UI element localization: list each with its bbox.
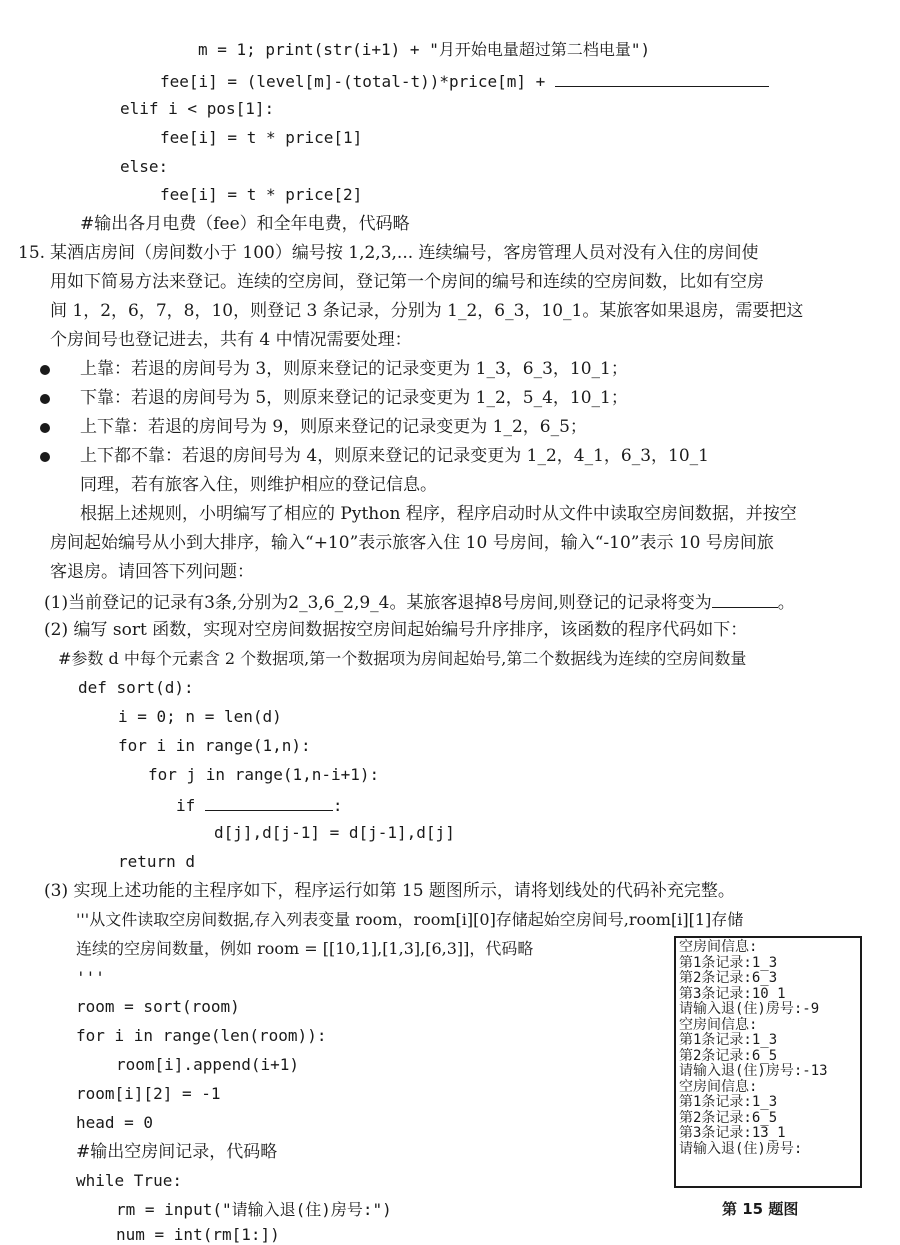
console-line: 请输入退(住)房号:-13 [679,1063,828,1079]
console-line: 第1条记录:1_3 [679,1032,778,1048]
question-text: 某酒店房间（房间数小于 100）编号按 1,2,3,... 连续编号，客房管理人员对没有入住的房间使 [50,243,759,263]
code-line: elif i < pos[1]: [120,99,275,118]
answer-blank [205,794,333,811]
console-line: 空房间信息: [679,1016,758,1033]
question-text: 个房间号也登记进去，共有 4 中情况需要处理： [50,330,412,350]
code-line [176,794,343,816]
question-number: 15. [18,243,46,263]
code-line: d[j],d[j-1] = d[j-1],d[j] [214,823,455,842]
sub-question-2: (2) 编写 sort 函数，实现对空房间数据按空房间起始编号升序排序，该函数的程序代码如下： [44,620,748,640]
console-line: 第2条记录:6_5 [679,1047,778,1064]
figure-caption: 第 15 题图 [722,1200,799,1218]
bullet-item: 上下都不靠：若退的房间号为 4，则原来登记的记录变更为 1_2，4_1，6_3，10_1 [80,446,709,466]
code-line: else: [120,157,169,176]
code-line: i = 0; n = len(d) [118,707,282,726]
code-line: return d [118,852,196,871]
answer-blank [555,70,769,87]
console-line: 第1条记录:1_3 [679,954,778,971]
code-line: while True: [76,1171,182,1190]
code-comment: #输出各月电费（fee）和全年电费，代码略 [80,214,410,234]
code-text: fee[i] = (level[m]-(total-t))*price[m] + [160,72,555,91]
console-line: 空房间信息: [679,939,758,955]
code-text: if [176,796,205,815]
console-output-figure [674,936,862,1188]
code-line: for j in range(1,n-i+1): [148,765,380,784]
docstring-line: 连续的空房间数量，例如 room = [[10,1],[1,3],[6,3]]，代码略 [76,939,534,958]
question-text: 根据上述规则，小明编写了相应的 Python 程序，程序启动时从文件中读取空房间数据，并按空 [80,504,797,524]
code-line: for i in range(1,n): [118,736,311,755]
question-text: 同理，若有旅客入住，则维护相应的登记信息。 [80,475,437,495]
bullet-dot [40,423,50,433]
answer-blank [712,591,778,608]
docstring-line: '''从文件读取空房间数据,存入列表变量 room，room[i][0]存储起始空房间号,room[i][1]存储 [76,910,744,929]
bullet-dot [40,452,50,462]
console-line: 第3条记录:13_1 [679,1125,786,1141]
sub-question-end: 。 [777,593,795,613]
code-line: fee[i] = t * price[2] [160,185,363,204]
console-line: 请输入退(住)房号:-9 [679,1001,820,1017]
console-line: 第2条记录:6_5 [679,1109,778,1126]
code-line: m = 1; print(str(i+1) + "月开始电量超过第二档电量") [198,40,651,59]
console-line: 第1条记录:1_3 [679,1094,778,1110]
code-line: fee[i] = t * price[1] [160,128,363,147]
bullet-dot [40,365,50,375]
code-line [160,70,769,92]
code-line: rm = input("请输入退(住)房号:") [116,1200,392,1219]
code-line: def sort(d): [78,678,194,697]
question-text: 间 1，2，6，7，8，10，则登记 3 条记录，分别为 1_2，6_3，10_1。某旅客如果退房，需要把这 [50,301,804,321]
bullet-item: 上下靠：若退的房间号为 9，则原来登记的记录变更为 1_2，6_5； [80,417,587,437]
console-line: 第3条记录:10_1 [679,985,786,1002]
code-line: room[i][2] = -1 [76,1084,221,1103]
console-line: 第2条记录:6_3 [679,970,778,986]
code-line: room[i].append(i+1) [116,1055,300,1074]
docstring-line: ''' [76,968,105,987]
console-line: 请输入退(住)房号: [679,1140,803,1157]
sub-question-1 [44,591,795,613]
sub-question-text: (1)当前登记的记录有3条,分别为2_3,6_2,9_4。某旅客退掉8号房间,则登记的记录将变为 [44,593,712,613]
code-comment: #输出空房间记录，代码略 [76,1142,278,1162]
question-text: 房间起始编号从小到大排序，输入“+10”表示旅客入住 10 号房间，输入“-10”表示 10 号房间旅 [50,533,774,553]
code-line: head = 0 [76,1113,154,1132]
code-line: for i in range(len(room)): [76,1026,327,1045]
code-line: room = sort(room) [76,997,240,1016]
bullet-item: 上靠：若退的房间号为 3，则原来登记的记录变更为 1_3，6_3，10_1； [80,359,628,379]
code-comment: #参数 d 中每个元素含 2 个数据项,第一个数据项为房间起始号,第二个数据线为连续的空房间数量 [58,649,747,668]
bullet-item: 下靠：若退的房间号为 5，则原来登记的记录变更为 1_2，5_4，10_1； [80,388,628,408]
question-text: 客退房。请回答下列问题： [50,562,254,582]
code-line: num = int(rm[1:]) [116,1225,280,1244]
question-text: 用如下简易方法来登记。连续的空房间，登记第一个房间的编号和连续的空房间数，比如有空房 [50,272,764,292]
sub-question-3: (3) 实现上述功能的主程序如下，程序运行如第 15 题图所示，请将划线处的代码补充完整。 [44,881,735,901]
code-text: : [332,796,343,815]
bullet-dot [40,394,50,404]
console-line: 空房间信息: [679,1078,758,1095]
